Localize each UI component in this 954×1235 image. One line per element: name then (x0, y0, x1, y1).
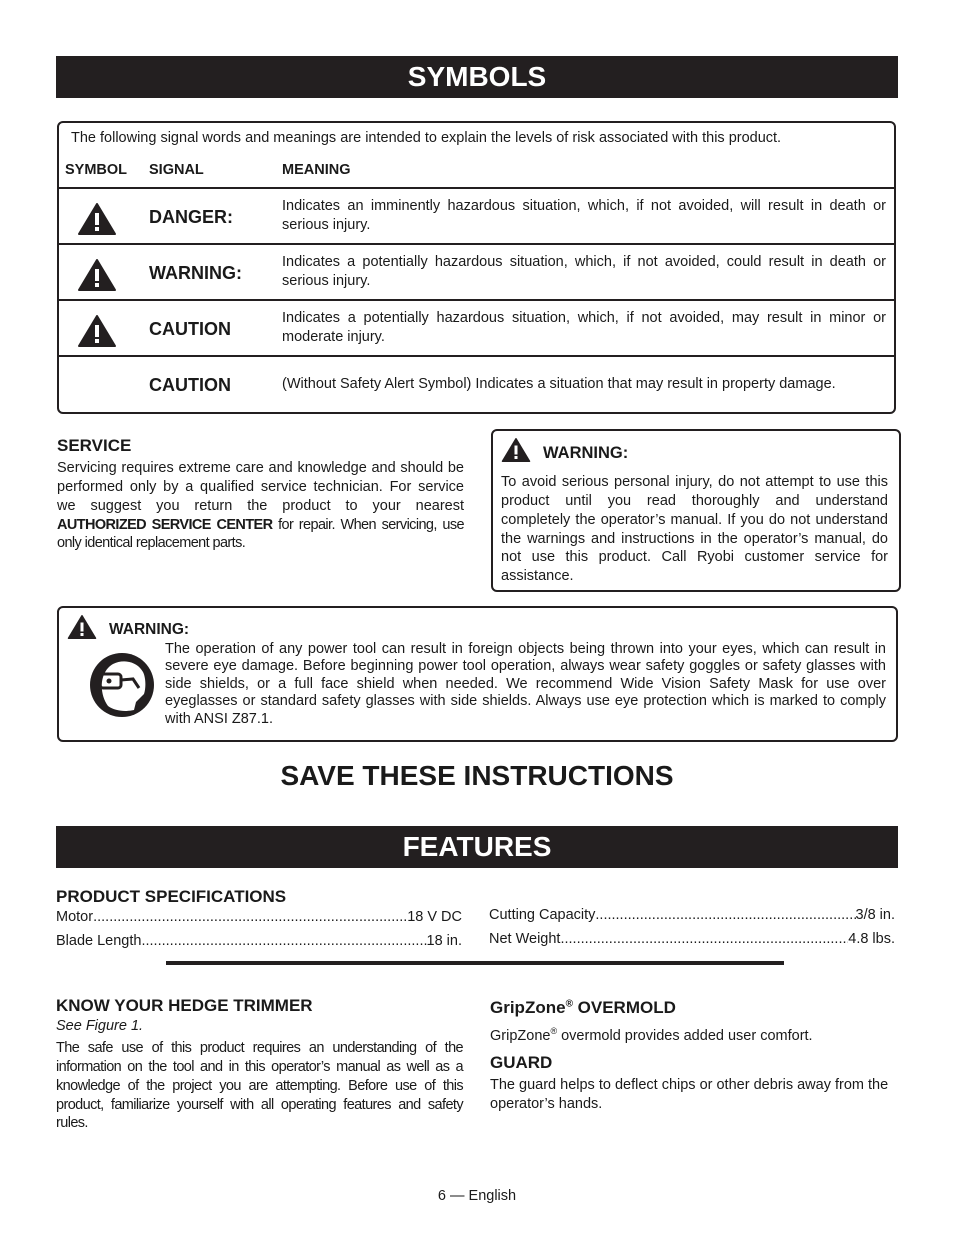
alert-triangle-icon (77, 202, 117, 236)
authorized-service-center: AUTHORIZED SERVICE CENTER (57, 516, 273, 533)
warning-text: To avoid serious personal injury, do not attempt to use this product until you read thoroughly and understand completely the operator’s manual. If you do not understand the warnings and instructions in the operator’s manual, do not use this product. Call Ryobi customer service for assistance. (501, 474, 888, 585)
signal-word: CAUTION (149, 375, 231, 395)
alert-triangle-icon (501, 437, 531, 463)
signal-meaning: Indicates a potentially hazardous situation, which, if not avoided, may result in minor or moderate injury. (282, 310, 886, 345)
symbols-table (57, 121, 896, 414)
warning-box-eye-protection (57, 606, 898, 742)
table-row-danger (59, 187, 894, 243)
product-specs-heading: PRODUCT SPECIFICATIONS (56, 887, 287, 906)
table-row-caution (59, 299, 894, 355)
signal-meaning: Indicates a potentially hazardous situation, which, if not avoided, could result in death or serious injury. (282, 254, 886, 289)
header-signal: SIGNAL (149, 162, 204, 178)
symbols-intro: The following signal words and meanings are intended to explain the levels of risk associated with this product. (71, 130, 782, 146)
page-footer: 6 — English (437, 1188, 517, 1204)
header-symbol: SYMBOL (65, 162, 128, 178)
features-banner: FEATURES (56, 826, 898, 868)
guard-text: The guard helps to deflect chips or other debris away from the operator’s hands. (490, 1077, 889, 1112)
service-text: Servicing requires extreme care and knowledge and should be performed only by a qualified service technician. For service we suggest you return the product to your nearest AUTHORIZED SERVICE CENTER for repair. When servicing, use only identical replacement parts. (57, 460, 464, 552)
warning-label: WARNING: (543, 444, 629, 462)
signal-word: WARNING: (149, 263, 242, 283)
guard-heading: GUARD (490, 1053, 553, 1072)
alert-triangle-icon (67, 614, 97, 640)
table-row-caution-no-symbol (59, 355, 894, 415)
signal-word: DANGER: (149, 207, 233, 227)
gripzone-text: GripZone® overmold provides added user comfort. (490, 1026, 813, 1044)
alert-triangle-icon (77, 258, 117, 292)
spec-motor: Motor ..... 18 V DC (56, 908, 462, 927)
alert-triangle-icon (77, 314, 117, 348)
gripzone-heading: GripZone® OVERMOLD (490, 998, 676, 1017)
see-figure: See Figure 1. (56, 1018, 144, 1034)
symbols-banner: SYMBOLS (56, 56, 898, 98)
table-row-warning (59, 243, 894, 299)
spec-cutting-capacity: Cutting Capacity ..... 3/8 in. (489, 906, 895, 925)
signal-meaning: Indicates an imminently hazardous situation, which, if not avoided, will result in death or serious injury. (282, 198, 886, 233)
signal-word: CAUTION (149, 319, 231, 339)
signal-meaning: (Without Safety Alert Symbol) Indicates a situation that may result in property damage. (282, 376, 836, 392)
warning-box-operator-manual (491, 429, 901, 592)
safety-glasses-icon (89, 652, 155, 724)
know-your-text: The safe use of this product requires an understanding of the information on the tool and in this operator’s manual as well as a knowledge of the project you are attempting. Before use of this product, familiarize yourself with all operating features and safety rules. (56, 1040, 463, 1132)
spec-net-weight: Net Weight ..... 4.8 lbs. (489, 930, 895, 949)
spec-blade-length: Blade Length ..... 18 in. (56, 932, 462, 951)
service-heading: SERVICE (57, 436, 132, 455)
warning-text: The operation of any power tool can result in foreign objects being thrown into your eyes, which can result in severe eye damage. Before beginning power tool operation, always wear safety goggles or safety glasses with side shields, or a full face shield when needed. We recommend Wide Vision Safety Mask for use over eyeglasses or standard safety glasses with side shields. Always use eye protection which is marked to comply with ANSI Z87.1. (165, 641, 886, 727)
header-meaning: MEANING (282, 162, 351, 178)
warning-label: WARNING: (109, 621, 190, 638)
know-your-heading: KNOW YOUR HEDGE TRIMMER (56, 996, 313, 1015)
divider (166, 961, 784, 965)
save-instructions-title: SAVE THESE INSTRUCTIONS (280, 760, 674, 791)
